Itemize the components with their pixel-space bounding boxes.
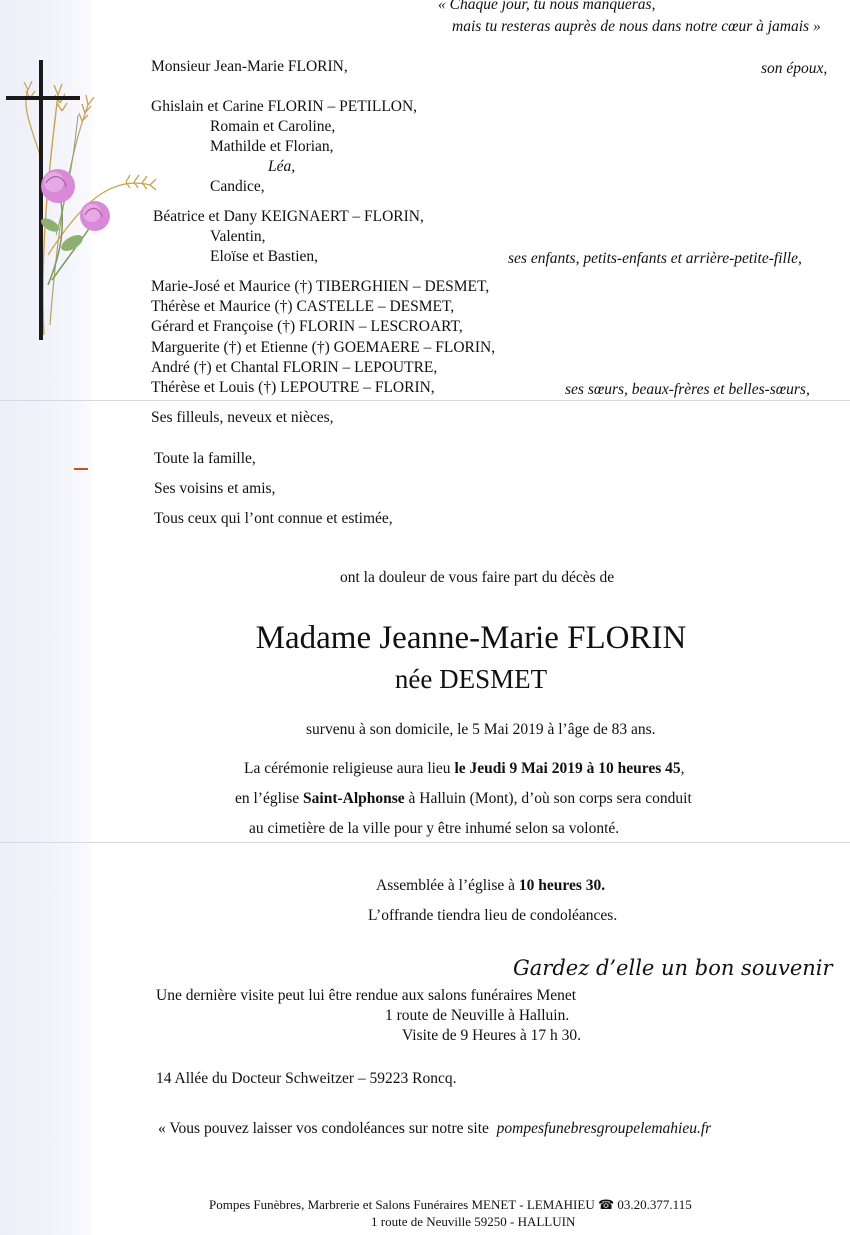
husband-name: Monsieur Jean-Marie FLORIN, bbox=[151, 58, 348, 75]
fold-line-upper bbox=[0, 400, 850, 401]
child-line: Mathilde et Florian, bbox=[210, 138, 334, 155]
maiden-name: née DESMET bbox=[394, 664, 548, 694]
others-line: Toute la famille, bbox=[154, 450, 256, 467]
quote-line-1: « Chaque jour, tu nous manqueras, bbox=[438, 0, 656, 13]
assembly-time: 10 heures 30. bbox=[518, 877, 606, 894]
ceremony-text: La cérémonie religieuse aura lieu bbox=[244, 760, 455, 777]
footer-line-1 bbox=[209, 1196, 692, 1214]
sibling-line: Thérèse et Maurice (†) CASTELLE – DESMET, bbox=[151, 298, 455, 315]
announcement-intro: ont la douleur de vous faire part du décès de bbox=[340, 569, 615, 586]
ceremony-date: le Jeudi 9 Mai 2019 à 10 heures 45 bbox=[454, 760, 681, 777]
siblings-role: ses sœurs, beaux-frères et belles-sœurs, bbox=[565, 381, 810, 398]
godchildren-line: Ses filleuls, neveux et nièces, bbox=[151, 409, 334, 426]
ceremony-line-3: au cimetière de la ville pour y être inhumé selon sa volonté. bbox=[249, 820, 620, 837]
assembly-text: Assemblée à l’église à bbox=[376, 877, 519, 894]
sibling-line: Thérèse et Louis (†) LEPOUTRE – FLORIN, bbox=[151, 379, 435, 396]
others-line: Tous ceux qui l’ont connue et estimée, bbox=[154, 510, 393, 527]
ceremony-text: à Halluin (Mont), d’où son corps sera conduit bbox=[404, 790, 692, 807]
husband-role: son époux, bbox=[761, 60, 828, 77]
death-details: survenu à son domicile, le 5 Mai 2019 à l’âge de 83 ans. bbox=[306, 721, 656, 738]
ceremony-text: en l’église bbox=[235, 790, 304, 807]
sibling-line: André (†) et Chantal FLORIN – LEPOUTRE, bbox=[151, 359, 438, 376]
sibling-line: Marie-José et Maurice (†) TIBERGHIEN – DESMET, bbox=[151, 278, 490, 295]
home-address: 14 Allée du Docteur Schweitzer – 59223 Roncq. bbox=[156, 1070, 457, 1087]
footer-line-2: 1 route de Neuville 59250 - HALLUIN bbox=[371, 1214, 576, 1229]
child-line: Béatrice et Dany KEIGNAERT – FLORIN, bbox=[153, 208, 424, 225]
children-role: ses enfants, petits-enfants et arrière-petite-fille, bbox=[508, 250, 802, 267]
child-line: Eloïse et Bastien, bbox=[210, 248, 319, 265]
visit-line-1: Une dernière visite peut lui être rendue aux salons funéraires Menet bbox=[156, 987, 577, 1004]
others-line: Ses voisins et amis, bbox=[154, 480, 276, 497]
cross-icon bbox=[6, 60, 80, 340]
child-line: Candice, bbox=[210, 178, 265, 195]
child-line: Romain et Caroline, bbox=[210, 118, 336, 135]
funeral-home-name: Pompes Funèbres, Marbrerie et Salons Funéraires MENET - LEMAHIEU bbox=[209, 1197, 595, 1212]
ceremony-line-2 bbox=[235, 790, 692, 808]
sibling-line: Gérard et Françoise (†) FLORIN – LESCROART, bbox=[151, 318, 463, 335]
remember-script: Gardez d’elle un bon souvenir bbox=[513, 956, 833, 980]
sibling-line: Marguerite (†) et Etienne (†) GOEMAERE – FLORIN, bbox=[151, 339, 496, 356]
rose-flowers-icon bbox=[39, 169, 110, 285]
condolences-line bbox=[158, 1120, 711, 1138]
condolences-site-link[interactable]: pompesfunebresgroupelemahieu.fr bbox=[496, 1120, 712, 1137]
funeral-home-phone: 03.20.377.115 bbox=[617, 1197, 692, 1212]
margin-mark bbox=[74, 468, 88, 470]
ceremony-punct: , bbox=[680, 760, 685, 777]
condolences-text: « Vous pouvez laisser vos condoléances sur notre site bbox=[158, 1120, 489, 1137]
child-line: Ghislain et Carine FLORIN – PETILLON, bbox=[151, 98, 418, 115]
deceased-name: Madame Jeanne-Marie FLORIN bbox=[255, 620, 687, 656]
quote-line-2: mais tu resteras auprès de nous dans notre cœur à jamais » bbox=[452, 18, 821, 35]
church-name: Saint-Alphonse bbox=[303, 790, 405, 807]
visit-line-3: Visite de 9 Heures à 17 h 30. bbox=[402, 1027, 581, 1044]
visit-line-2: 1 route de Neuville à Halluin. bbox=[385, 1007, 570, 1024]
ceremony-line-1 bbox=[244, 760, 685, 778]
cross-flowers-illustration bbox=[0, 55, 165, 345]
offering-line: L’offrande tiendra lieu de condoléances. bbox=[368, 907, 618, 924]
child-line: Léa, bbox=[268, 158, 296, 175]
fold-line-lower bbox=[0, 842, 850, 843]
phone-icon: ☎ bbox=[597, 1197, 615, 1212]
assembly-line bbox=[376, 877, 605, 895]
child-line: Valentin, bbox=[210, 228, 266, 245]
